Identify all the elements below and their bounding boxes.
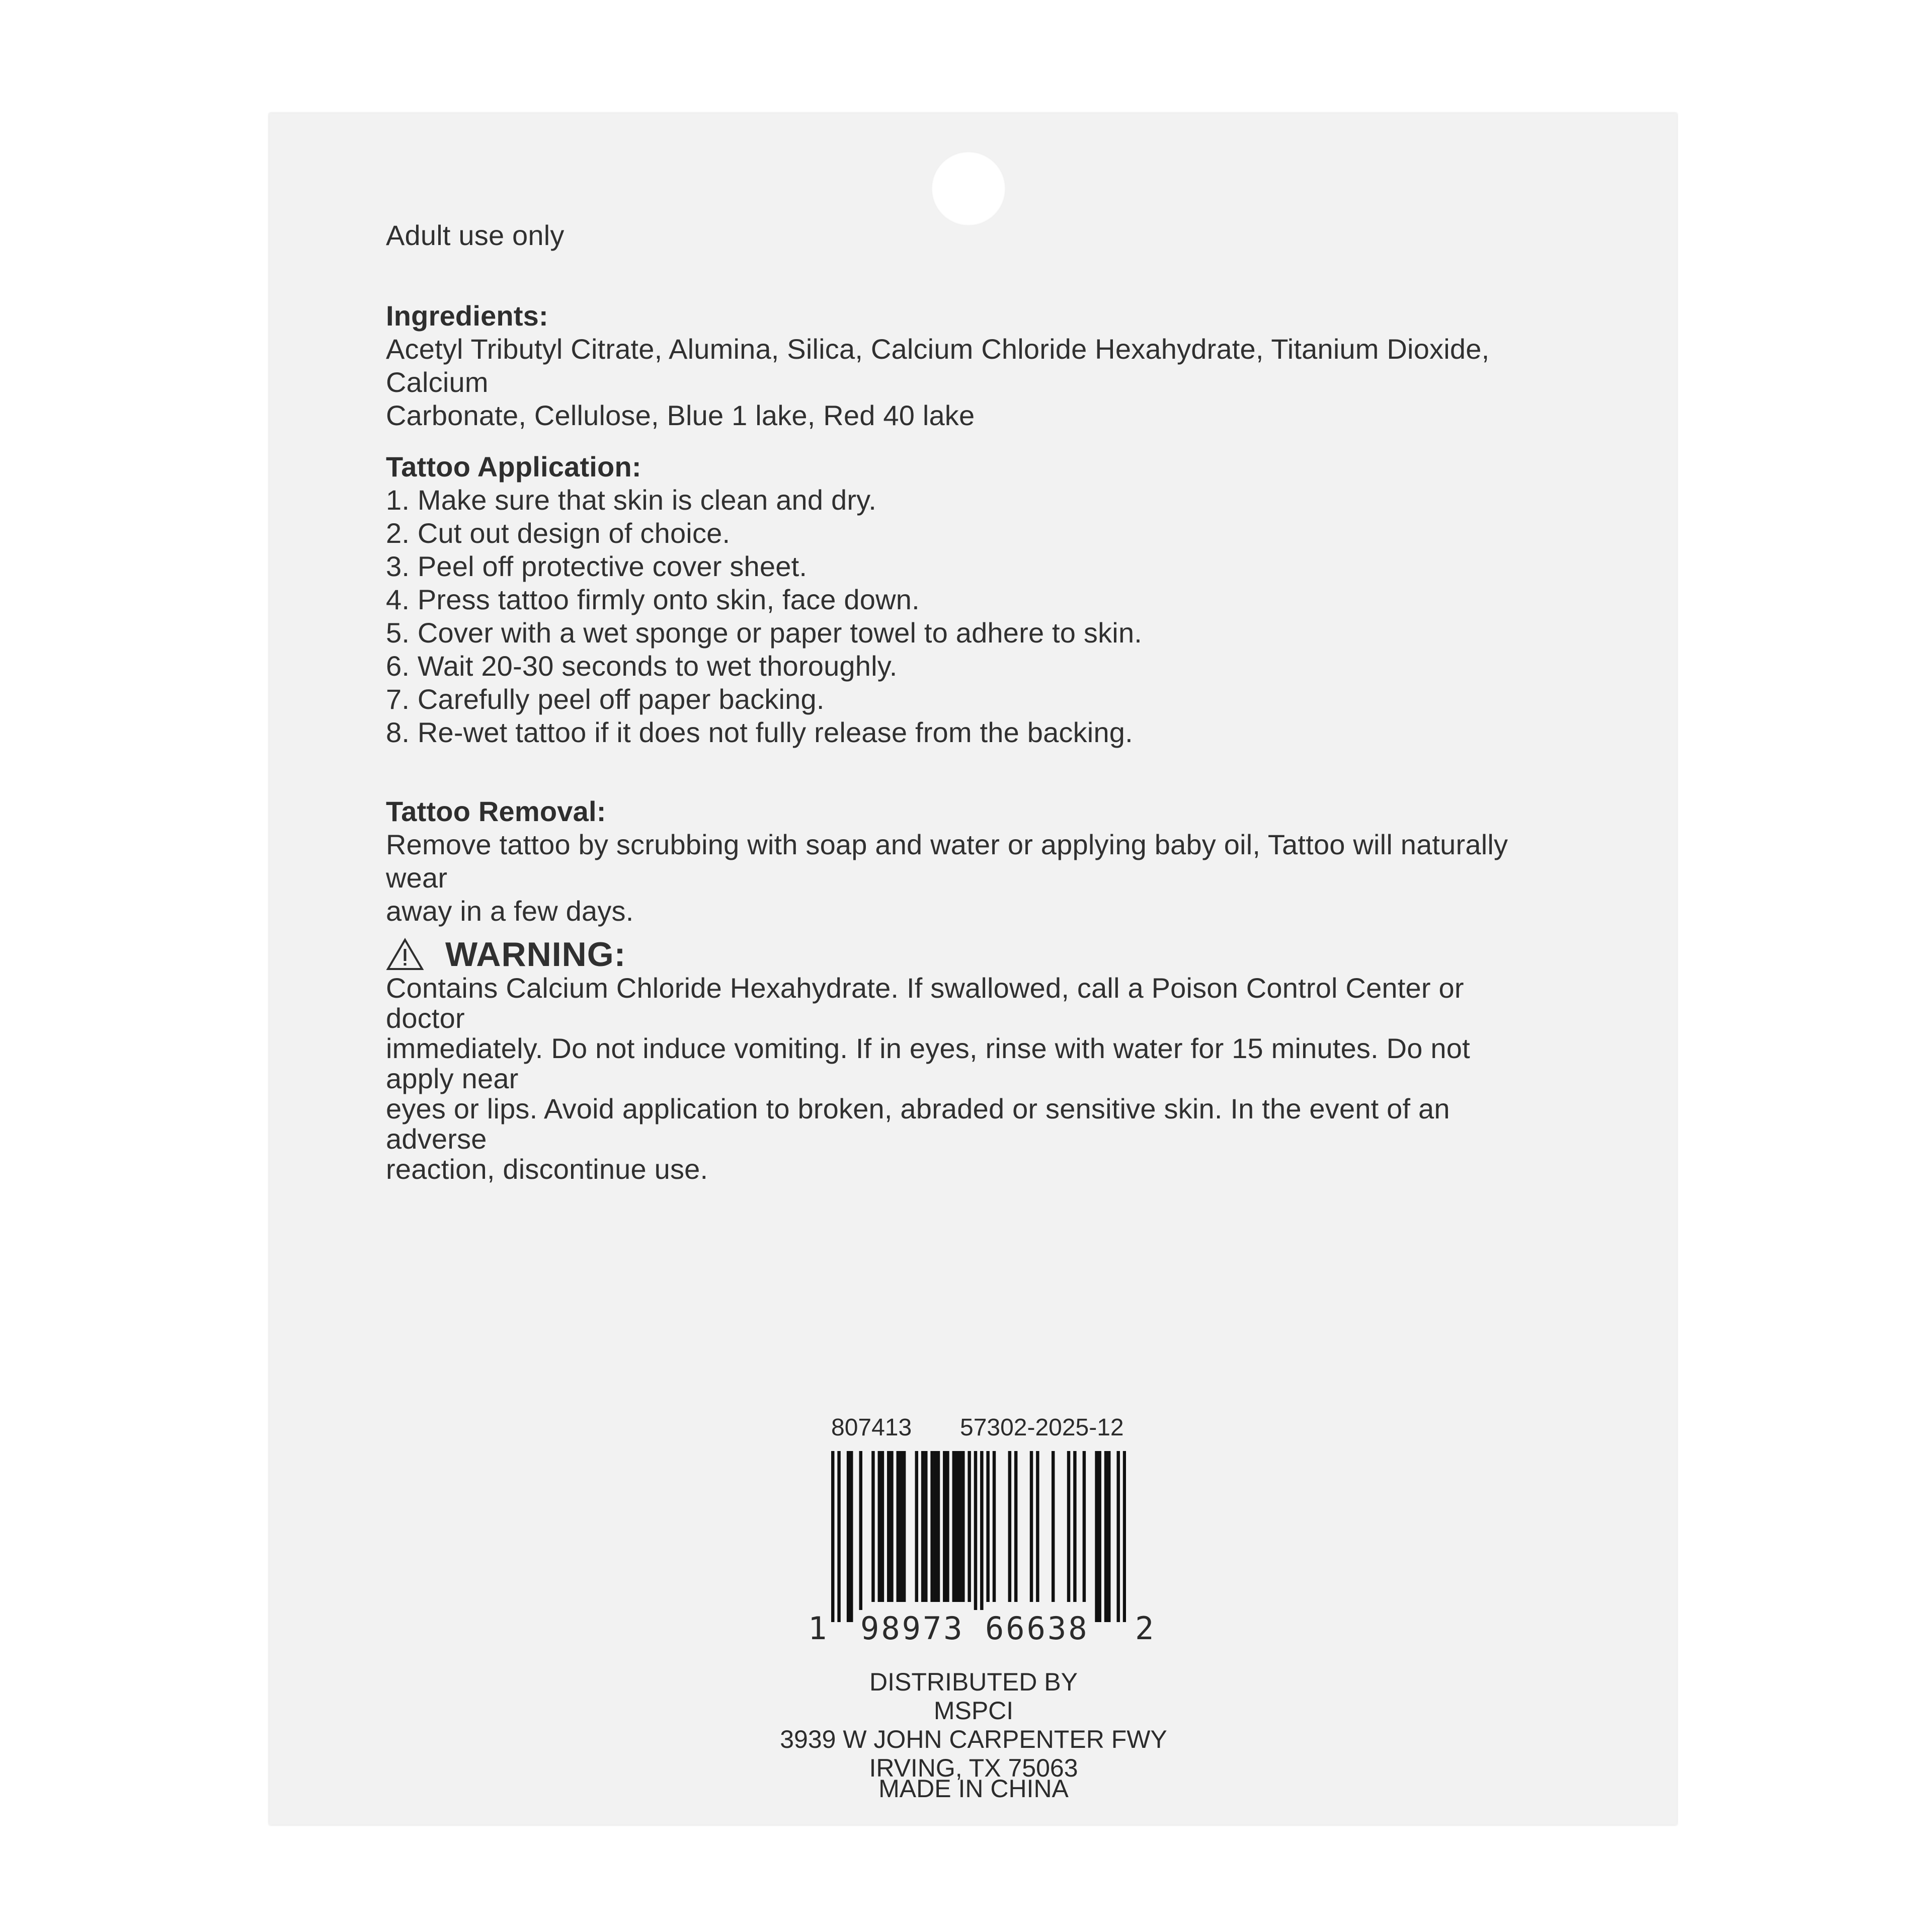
barcode-bar xyxy=(1030,1451,1033,1602)
distributor-info xyxy=(722,1668,1225,1783)
removal-line: away in a few days. xyxy=(386,895,634,927)
upc-check-digit: 2 xyxy=(1132,1610,1157,1647)
application-step: 6. Wait 20-30 seconds to wet thoroughly. xyxy=(386,650,898,682)
barcode-area xyxy=(805,1414,1154,1696)
barcode-bar xyxy=(903,1451,906,1602)
application-step: 8. Re-wet tattoo if it does not fully release from the backing. xyxy=(386,716,1133,748)
upc-number-system-digit: 1 xyxy=(805,1610,830,1647)
barcode-bar xyxy=(986,1451,989,1602)
removal-line: Remove tattoo by scrubbing with soap and water or applying baby oil, Tattoo will naturally wear xyxy=(386,829,1508,894)
barcode-bar xyxy=(1123,1451,1126,1622)
barcode-bar xyxy=(980,1451,983,1622)
barcode-bar xyxy=(958,1451,961,1602)
barcode-bar xyxy=(837,1451,840,1622)
barcode-bar xyxy=(881,1451,884,1602)
ingredients-section xyxy=(386,299,1543,432)
upc-main-digits: 98973 66638 xyxy=(855,1610,1094,1647)
application-step: 2. Cut out design of choice. xyxy=(386,517,731,549)
barcode-bar xyxy=(850,1451,853,1622)
barcode-bar xyxy=(847,1451,850,1622)
application-section xyxy=(386,450,1543,749)
barcode-bar xyxy=(887,1451,890,1602)
application-step: 4. Press tattoo firmly onto skin, face down. xyxy=(386,584,920,615)
barcode-bar xyxy=(1014,1451,1017,1602)
application-step: 7. Carefully peel off paper backing. xyxy=(386,683,825,715)
barcode-bar xyxy=(1095,1451,1098,1622)
barcode-bar xyxy=(831,1451,834,1622)
item-code: 57302-2025-12 xyxy=(960,1414,1124,1441)
barcode-bar xyxy=(946,1451,949,1602)
barcode-bar xyxy=(993,1451,996,1602)
warning-triangle-icon xyxy=(386,938,424,971)
barcode-bar xyxy=(930,1451,933,1602)
ingredients-line: Carbonate, Cellulose, Blue 1 lake, Red 40 lake xyxy=(386,399,975,431)
barcode-bar xyxy=(1036,1451,1039,1602)
barcode-bar xyxy=(1052,1451,1055,1602)
distributor-address: 3939 W JOHN CARPENTER FWY xyxy=(780,1725,1167,1753)
application-step: 1. Make sure that skin is clean and dry. xyxy=(386,484,876,516)
barcode-bar xyxy=(1107,1451,1110,1622)
barcode-bar xyxy=(1098,1451,1101,1622)
barcode-bar xyxy=(890,1451,893,1602)
barcode-bar xyxy=(937,1451,940,1602)
warning-line: immediately. Do not induce vomiting. If in eyes, rinse with water for 15 minutes. Do not apply near xyxy=(386,1032,1470,1094)
removal-section xyxy=(386,795,1543,928)
barcode-bar xyxy=(900,1451,903,1602)
barcode-bar xyxy=(1104,1451,1107,1622)
adult-use-notice: Adult use only xyxy=(386,219,565,251)
barcode-bar xyxy=(955,1451,958,1602)
barcode-bar xyxy=(952,1451,955,1602)
barcode-bar xyxy=(943,1451,946,1602)
country-of-origin: MADE IN CHINA xyxy=(878,1775,1069,1803)
distributor-city: IRVING, TX 75063 xyxy=(869,1754,1078,1782)
warning-section xyxy=(386,936,1543,1184)
barcode-bar xyxy=(1008,1451,1011,1602)
hang-hole xyxy=(931,151,1006,226)
barcode-bar xyxy=(897,1451,900,1602)
barcode-bar xyxy=(974,1451,977,1622)
barcode-bar xyxy=(859,1451,862,1622)
removal-heading: Tattoo Removal: xyxy=(386,795,606,827)
barcode-bar xyxy=(915,1451,918,1602)
barcode-bar xyxy=(1073,1451,1076,1602)
barcode-bar xyxy=(961,1451,964,1602)
barcode-bar xyxy=(1083,1451,1086,1602)
distributor-name: MSPCI xyxy=(933,1697,1014,1725)
barcode-codes xyxy=(805,1414,1147,1444)
distributor-line: DISTRIBUTED BY xyxy=(869,1668,1078,1696)
barcode-bar xyxy=(871,1451,874,1602)
warning-header xyxy=(386,936,1543,973)
application-heading: Tattoo Application: xyxy=(386,451,641,482)
application-step: 3. Peel off protective cover sheet. xyxy=(386,550,808,582)
ingredients-line: Acetyl Tributyl Citrate, Alumina, Silica, Calcium Chloride Hexahydrate, Titanium Dioxide, Calcium xyxy=(386,333,1490,398)
upc-barcode xyxy=(831,1451,1126,1622)
barcode-bar xyxy=(968,1451,971,1602)
barcode-bar xyxy=(1116,1451,1119,1622)
barcode-bar xyxy=(1067,1451,1070,1602)
upc-digits xyxy=(805,1610,1154,1647)
sku-number: 807413 xyxy=(831,1414,912,1441)
application-step: 5. Cover with a wet sponge or paper towel to adhere to skin. xyxy=(386,617,1143,649)
ingredients-heading: Ingredients: xyxy=(386,300,548,332)
warning-title: WARNING: xyxy=(445,935,626,974)
product-backer-card xyxy=(269,113,1677,1825)
warning-line: Contains Calcium Chloride Hexahydrate. If swallowed, call a Poison Control Center or doctor xyxy=(386,972,1464,1034)
warning-body xyxy=(386,973,1543,1184)
barcode-bar xyxy=(921,1451,924,1602)
warning-line: reaction, discontinue use. xyxy=(386,1153,708,1185)
barcode-bar xyxy=(924,1451,927,1602)
barcode-bar xyxy=(934,1451,937,1602)
warning-line: eyes or lips. Avoid application to broken, abraded or sensitive skin. In the event of an adverse xyxy=(386,1093,1450,1155)
barcode-bar xyxy=(878,1451,881,1602)
